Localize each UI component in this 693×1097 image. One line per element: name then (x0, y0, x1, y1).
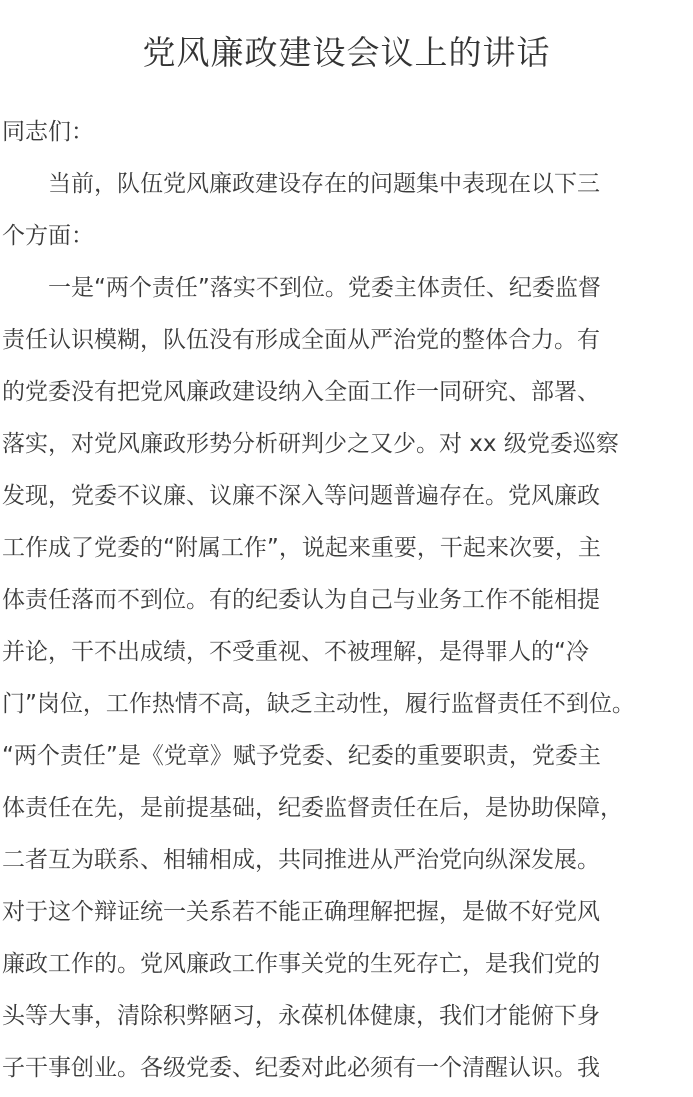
body-line: 体责任落而不到位。有的纪委认为自己与业务工作不能相提 (2, 587, 600, 613)
body-line: 当前，队伍党风廉政建设存在的问题集中表现在以下三 (2, 171, 600, 197)
body-line: 并论，干不出成绩，不受重视、不被理解，是得罪人的“冷 (2, 639, 589, 665)
body-line: 门”岗位，工作热情不高，缺乏主动性，履行监督责任不到位。 (2, 691, 635, 717)
body-line: “两个责任”是《党章》赋予党委、纪委的重要职责，党委主 (2, 743, 601, 769)
body-line: 发现，党委不议廉、议廉不深入等问题普遍存在。党风廉政 (2, 483, 600, 509)
body-line: 头等大事，清除积弊陋习，永葆机体健康，我们才能俯下身 (2, 1003, 600, 1029)
body-line: 落实，对党风廉政形势分析研判少之又少。对 xx 级党委巡察 (2, 431, 619, 457)
body-line: 的党委没有把党风廉政建设纳入全面工作一同研究、部署、 (2, 379, 600, 405)
body-line: 同志们： (2, 119, 94, 145)
body-line: 廉政工作的。党风廉政工作事关党的生死存亡，是我们党的 (2, 951, 600, 977)
body-line: 二者互为联系、相辅相成，共同推进从严治党向纵深发展。 (2, 847, 600, 873)
body-line: 一是“两个责任”落实不到位。党委主体责任、纪委监督 (2, 275, 601, 301)
body-line: 对于这个辩证统一关系若不能正确理解把握，是做不好党风 (2, 899, 600, 925)
body-line: 工作成了党委的“附属工作”，说起来重要，干起来次要，主 (2, 535, 601, 561)
body-line: 子干事创业。各级党委、纪委对此必须有一个清醒认识。我 (2, 1055, 600, 1081)
body-line: 体责任在先，是前提基础，纪委监督责任在后，是协助保障， (2, 795, 623, 821)
body-line: 个方面： (2, 223, 94, 249)
body-line: 责任认识模糊，队伍没有形成全面从严治党的整体合力。有 (2, 327, 600, 353)
document-title: 党风廉政建设会议上的讲话 (142, 33, 551, 72)
